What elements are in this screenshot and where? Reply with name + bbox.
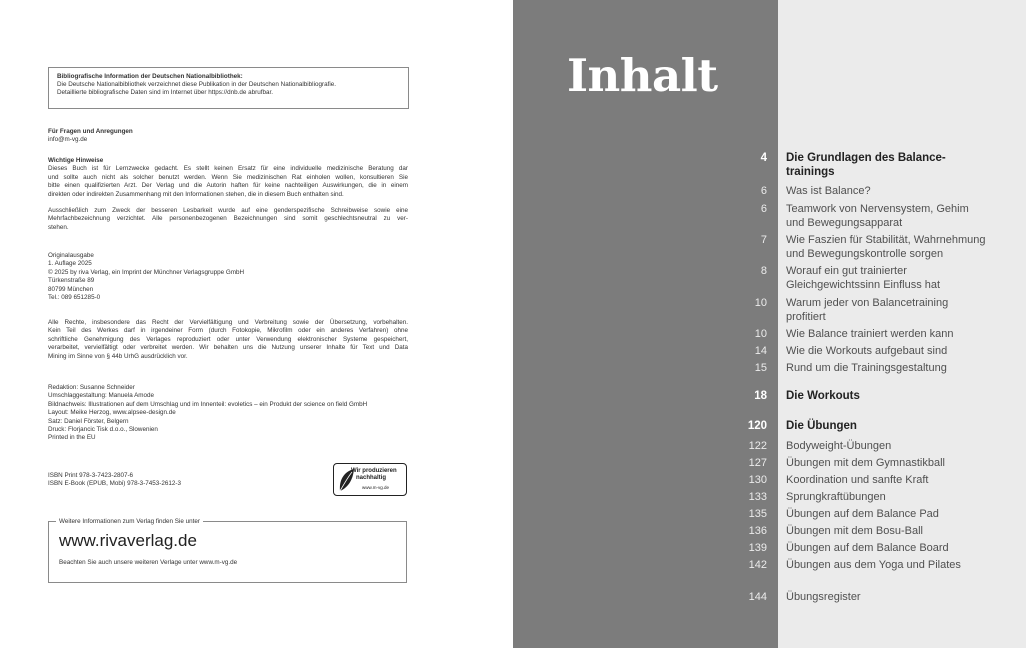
toc-entry-line: Rund um die Trainingsgestaltung [786, 362, 947, 374]
credits-line: Bildnachweis: Illustrationen auf dem Umschlag und im Innenteil: evoletics – ein Produkt der science on field GmbH [48, 400, 368, 408]
toc-entry-line: Übungsregister [786, 591, 861, 603]
edition-line: Türkenstraße 89 [48, 277, 95, 285]
eco-logo-line1: Wir produzieren [351, 468, 397, 474]
publisher-note: Beachten Sie auch unsere weiteren Verlage unter www.m-vg.de [59, 559, 238, 566]
toc-entry-title [786, 473, 1011, 487]
toc-entry-line: Die Grundlagen des Balance- [786, 152, 946, 164]
notes-line: und sollte auch nicht als solcher benutzt werden. Wenn Sie medizinischen Rat einholen wollen, konsultieren Sie [48, 173, 408, 181]
rights-line: verarbeitet, vervielfältigt oder verbreitet werden. Wir behalten uns die Nutzung unserer Inhalte für Text und Data [48, 344, 408, 352]
eco-logo-line2: nachhaltig [356, 475, 387, 481]
toc-entry-line: und Bewegungsapparat [786, 217, 903, 229]
toc-page-number: 15 [754, 362, 767, 374]
toc-page-number: 7 [760, 234, 767, 246]
edition-line: Tel.: 089 651285-0 [48, 294, 101, 302]
toc-entry-line: Was ist Balance? [786, 185, 871, 197]
isbn-print: ISBN Print 978-3-7423-2807-6 [48, 472, 134, 479]
toc-entry-title [786, 456, 1011, 470]
eco-logo-url: www.m-vg.de [362, 485, 390, 490]
sustainability-logo [333, 463, 407, 496]
edition-line: 80799 München [48, 285, 94, 293]
isbn-ebook: ISBN E-Book (EPUB, Mobi) 978-3-7453-2612-3 [48, 480, 181, 488]
toc-entry-line: Übungen auf dem Balance Pad [786, 508, 939, 520]
toc-page-number: 18 [754, 390, 767, 402]
edition-line: © 2025 by riva Verlag, ein Imprint der Münchner Verlagsgruppe GmbH [48, 268, 245, 276]
toc-entry-line: Teamwork von Nervensystem, Gehim [786, 203, 969, 215]
toc-page-number: 4 [760, 152, 767, 164]
notes-line: Mehrfachbezeichnung verzichtet. Alle personenbezogenen Bezeichnungen sind somit geschlechtsneutral zu ver- [48, 215, 408, 223]
toc-entry-line: Übungen aus dem Yoga und Pilates [786, 559, 961, 571]
toc-page-number: 136 [748, 525, 767, 537]
rights-block [48, 319, 408, 361]
edition-line: 1. Auflage 2025 [48, 260, 92, 268]
toc-entry-line: profitiert [786, 311, 826, 323]
toc-page-number: 144 [748, 591, 767, 603]
toc-entry-title [786, 184, 1011, 198]
bibliographic-info-box [48, 67, 409, 109]
edition-block [48, 252, 408, 302]
biblio-line: Die Deutsche Nationalbibliothek verzeichnet diese Publikation in der Deutschen Nationalbibliografie. [57, 81, 336, 88]
publisher-box-legend: Weitere Informationen zum Verlag finden Sie unter [56, 517, 203, 526]
toc-entry-title [786, 361, 1011, 375]
toc-entry-title [786, 151, 1011, 179]
toc-entry-title [786, 524, 1011, 538]
rights-line: Alle Rechte, insbesondere das Recht der Vervielfältigung und Verbreitung sowie der Übersetzung, vorbehalten. [48, 319, 408, 326]
toc-entry-line: Wie Balance trainiert werden kann [786, 328, 954, 340]
notes-heading: Wichtige Hinweise [48, 157, 104, 164]
toc-entry-line: trainings [786, 166, 835, 178]
toc-entry-line: Übungen mit dem Bosu-Ball [786, 525, 923, 537]
contents-page [513, 0, 1026, 648]
toc-entry-title [786, 490, 1011, 504]
toc-entry-line: Bodyweight-Übungen [786, 440, 892, 452]
toc-page-number: 142 [748, 559, 767, 571]
toc-entry-title [786, 507, 1011, 521]
biblio-title: Bibliografische Information der Deutschen Nationalbibliothek: [57, 73, 243, 80]
notes-line: direkten oder indirekten Zusammenhang mit den Informationen stehen, die in diesem Buch enthalten sind. [48, 190, 344, 198]
toc-entry-line: Die Workouts [786, 390, 860, 402]
credits-block [48, 384, 408, 443]
contact-block [48, 128, 408, 145]
toc-entry-title [786, 233, 1011, 261]
rights-line: Kein Teil des Werkes darf in irgendeiner Form (durch Fotokopie, Mikrofilm oder ein anderes Verfahren) ohne [48, 327, 408, 335]
notes-line: stehen. [48, 223, 69, 231]
toc-entry-title [786, 296, 1011, 324]
toc-page-number: 133 [748, 491, 767, 503]
credits-line: Redaktion: Susanne Schneider [48, 384, 135, 391]
credits-line: Umschlaggestaltung: Manuela Amode [48, 392, 155, 400]
credits-line: Satz: Daniel Förster, Belgern [48, 417, 129, 425]
toc-page-number: 122 [748, 440, 767, 452]
notes-line: Ausschließlich zum Zweck der besseren Lesbarkeit wurde auf eine genderspezifische Schreibweise sowie eine [48, 207, 408, 215]
toc-entry-title [786, 439, 1011, 453]
toc-entry-line: Worauf ein gut trainierter [786, 265, 907, 277]
notes-line: bitte einen qualifizierten Arzt. Der Verlag und die Autorin haften für keine nachteiligen Auswirkungen, die in einem [48, 182, 408, 190]
toc-entry-line: Die Übungen [786, 420, 857, 432]
toc-page-number: 139 [748, 542, 767, 554]
notes-block [48, 157, 408, 232]
toc-entry-title [786, 264, 1011, 292]
notes-line: Dieses Buch ist für Lernzwecke gedacht. Es stellt keinen Ersatz für eine individuelle medizinische Beratung dar [48, 165, 408, 173]
toc-entry-title [786, 389, 1011, 403]
toc-entry-line: Wie die Workouts aufgebaut sind [786, 345, 948, 357]
credits-line: Printed in the EU [48, 434, 96, 442]
toc-page-number: 135 [748, 508, 767, 520]
rights-line: Mining im Sinne von § 44b UrhG ausdrücklich vor. [48, 352, 188, 360]
toc-page-number: 14 [754, 345, 767, 357]
credits-line: Layout: Meike Herzog, www.alpsee-design.de [48, 409, 176, 417]
toc-page-number: 6 [760, 185, 767, 197]
toc-entry-title [786, 344, 1011, 358]
toc-entry-title [786, 541, 1011, 555]
contents-title: Inhalt [567, 49, 718, 102]
toc-entry-line: und Bewegungskontrolle sorgen [786, 248, 944, 260]
contact-heading: Für Fragen und Anregungen [48, 128, 133, 135]
toc-entry-title [786, 327, 1011, 341]
toc-page-number: 6 [760, 203, 767, 215]
credits-line: Druck: Florjancic Tisk d.o.o., Slowenien [48, 426, 158, 434]
toc-entry-line: Übungen mit dem Gymnastikball [786, 457, 945, 469]
toc-page-number: 130 [748, 474, 767, 486]
toc-entry-line: Sprungkraftübungen [786, 491, 886, 503]
toc-entry-title [786, 419, 1011, 433]
toc-entry-line: Übungen auf dem Balance Board [786, 542, 949, 554]
biblio-line: Detaillierte bibliografische Daten sind im Internet über https://dnb.de abrufbar. [57, 89, 273, 96]
toc-entry-line: Warum jeder von Balancetraining [786, 297, 949, 309]
publisher-url[interactable]: www.rivaverlag.de [59, 531, 197, 550]
toc-page-number: 120 [747, 420, 767, 432]
toc-entry-line: Gleichgewichtssinn Einfluss hat [786, 279, 941, 291]
rights-line: schriftliche Genehmigung des Verlages reproduziert oder unter Verwendung elektronischer Systeme gespeichert, [48, 335, 408, 343]
toc-page-number: 10 [754, 328, 767, 340]
toc-entry-title [786, 558, 1011, 572]
edition-line: Originalausgabe [48, 252, 94, 259]
toc-page-number: 127 [748, 457, 767, 469]
publisher-info-box [48, 518, 407, 583]
toc-entry-line: Koordination und sanfte Kraft [786, 474, 929, 486]
contact-email: info@m-vg.de [48, 136, 88, 144]
toc-page-number: 8 [760, 265, 767, 277]
toc-entry-line: Wie Faszien für Stabilität, Wahrnehmung [786, 234, 986, 246]
toc-entry-title [786, 590, 1011, 604]
toc-page-number: 10 [754, 297, 767, 309]
toc-entry-title [786, 202, 1011, 230]
